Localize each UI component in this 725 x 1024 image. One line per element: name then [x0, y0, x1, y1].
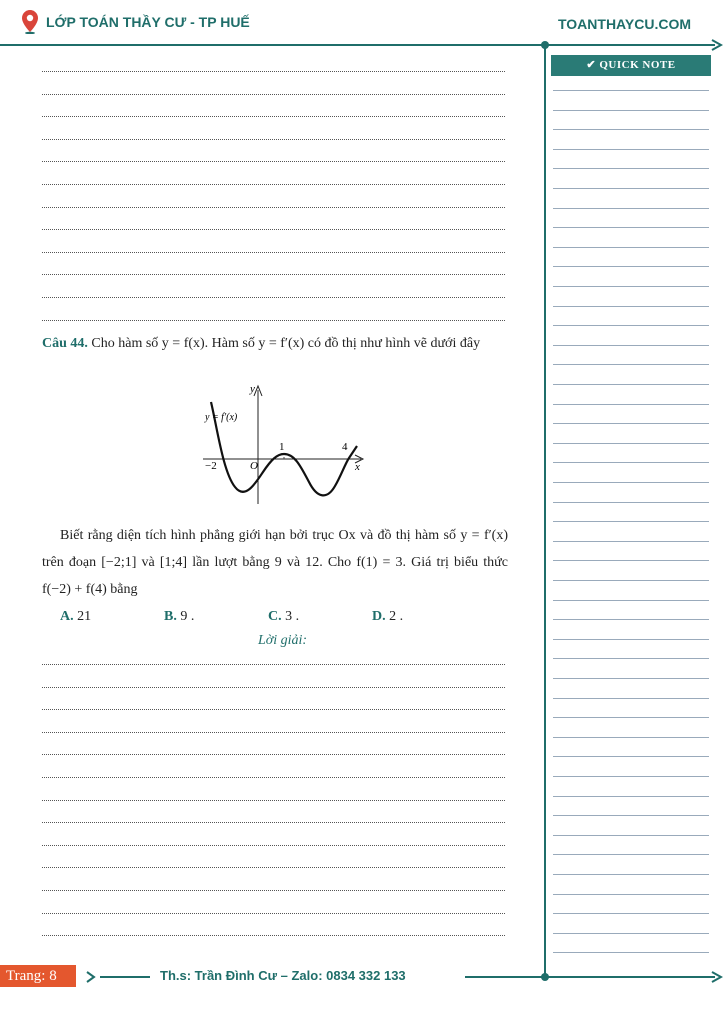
- option-text: 21: [77, 609, 92, 624]
- quicknote-line: [553, 717, 709, 718]
- x-axis-label: x: [355, 461, 360, 473]
- writing-line: [42, 845, 505, 846]
- quicknote-line: [553, 345, 709, 346]
- footer-end-arrow-icon: [711, 971, 723, 983]
- curve-label: y = f′(x): [205, 412, 238, 423]
- writing-line: [42, 800, 505, 801]
- quicknote-line: [553, 619, 709, 620]
- y-axis-label: y: [250, 383, 255, 395]
- writing-line: [42, 867, 505, 868]
- quicknote-line: [553, 129, 709, 130]
- quicknote-line: [553, 266, 709, 267]
- quicknote-line: [553, 110, 709, 111]
- footer-rule-left: [100, 976, 150, 978]
- header-left-title: LỚP TOÁN THẦY CƯ - TP HUẾ: [46, 14, 250, 30]
- quicknote-line: [553, 737, 709, 738]
- writing-line: [42, 913, 505, 914]
- option-c[interactable]: [268, 609, 299, 625]
- quicknote-line: [553, 541, 709, 542]
- quicknote-line: [553, 286, 709, 287]
- option-a[interactable]: [60, 609, 91, 625]
- quicknote-line: [553, 443, 709, 444]
- writing-line: [42, 890, 505, 891]
- quicknote-line: [553, 874, 709, 875]
- quicknote-line: [553, 384, 709, 385]
- location-pin-icon: [22, 10, 38, 34]
- footer-dot: [541, 973, 549, 981]
- quicknote-line: [553, 227, 709, 228]
- option-text: 2 .: [389, 609, 404, 624]
- writing-line: [42, 754, 505, 755]
- quicknote-line: [553, 462, 709, 463]
- quicknote-line: [553, 149, 709, 150]
- page-number-badge: Trang: 8: [0, 965, 76, 987]
- quicknote-line: [553, 658, 709, 659]
- header-arrow-icon: [711, 39, 723, 51]
- header-brand: [22, 10, 250, 34]
- writing-line: [42, 709, 505, 710]
- footer-arrow-icon: [86, 971, 96, 983]
- question-stem: Cho hàm số y = f(x). Hàm số y = f′(x) có đồ thị như hình vẽ dưới đây: [91, 336, 481, 351]
- writing-line: [42, 822, 505, 823]
- quicknote-line: [553, 835, 709, 836]
- quicknote-line: [553, 521, 709, 522]
- header-website[interactable]: TOANTHAYCU.COM: [557, 16, 691, 32]
- writing-line: [42, 94, 505, 95]
- writing-line: [42, 935, 505, 936]
- writing-line: [42, 71, 505, 72]
- quicknote-line: [553, 168, 709, 169]
- option-b[interactable]: [164, 609, 194, 625]
- writing-line: [42, 664, 505, 665]
- quicknote-line: [553, 639, 709, 640]
- footer-author: Th.s: Trần Đình Cư – Zalo: 0834 332 133: [160, 968, 406, 983]
- writing-line: [42, 116, 505, 117]
- question-body: Biết rằng diện tích hình phẳng giới hạn bởi trục Ox và đồ thị hàm số y = f′(x) trên đoạn [−2;1] và [1;4] lần lượt bằng 9 và 12. Cho f(1) = 3. Giá trị biểu thức f(−2) + f(4) bằng: [42, 528, 508, 597]
- quicknote-line: [553, 952, 709, 953]
- question-44: [42, 333, 507, 355]
- writing-line: [42, 297, 505, 298]
- writing-line: [42, 139, 505, 140]
- option-d[interactable]: [372, 609, 403, 625]
- option-letter: C.: [268, 609, 282, 624]
- tick-label-4: 4: [342, 441, 348, 453]
- quicknote-line: [553, 698, 709, 699]
- quicknote-line: [553, 600, 709, 601]
- writing-line: [42, 229, 505, 230]
- question-number: Câu 44.: [42, 336, 88, 351]
- footer-rule-right: [465, 976, 715, 978]
- option-letter: D.: [372, 609, 386, 624]
- writing-line: [42, 274, 505, 275]
- quicknote-line: [553, 933, 709, 934]
- quicknote-line: [553, 247, 709, 248]
- column-divider: [544, 44, 546, 976]
- writing-line: [42, 184, 505, 185]
- quicknote-line: [553, 854, 709, 855]
- quicknote-line: [553, 306, 709, 307]
- tick-label-1: 1: [279, 441, 285, 453]
- option-text: 3 .: [285, 609, 300, 624]
- option-letter: B.: [164, 609, 177, 624]
- quicknote-line: [553, 188, 709, 189]
- quicknote-line: [553, 776, 709, 777]
- quicknote-line: [553, 815, 709, 816]
- header-rule: [0, 44, 715, 46]
- quicknote-line: [553, 756, 709, 757]
- quicknote-line: [553, 482, 709, 483]
- writing-line: [42, 207, 505, 208]
- origin-label: O: [250, 460, 258, 472]
- quicknote-line: [553, 208, 709, 209]
- writing-line: [42, 777, 505, 778]
- writing-line: [42, 161, 505, 162]
- quicknote-line: [553, 560, 709, 561]
- quicknote-line: [553, 913, 709, 914]
- writing-line: [42, 687, 505, 688]
- quicknote-line: [553, 325, 709, 326]
- quicknote-line: [553, 580, 709, 581]
- quicknote-line: [553, 678, 709, 679]
- writing-line: [42, 252, 505, 253]
- quicknote-line: [553, 796, 709, 797]
- quicknote-header: ✔ QUICK NOTE: [551, 55, 711, 76]
- option-letter: A.: [60, 609, 74, 624]
- quicknote-line: [553, 364, 709, 365]
- solution-label: Lời giải:: [258, 633, 308, 648]
- tick-label-neg2: −2: [205, 460, 217, 472]
- option-text: 9 .: [180, 609, 195, 624]
- writing-line: [42, 732, 505, 733]
- derivative-graph: [203, 372, 368, 507]
- quicknote-line: [553, 423, 709, 424]
- writing-line: [42, 320, 505, 321]
- quicknote-line: [553, 894, 709, 895]
- quicknote-line: [553, 502, 709, 503]
- quicknote-line: [553, 90, 709, 91]
- quicknote-line: [553, 404, 709, 405]
